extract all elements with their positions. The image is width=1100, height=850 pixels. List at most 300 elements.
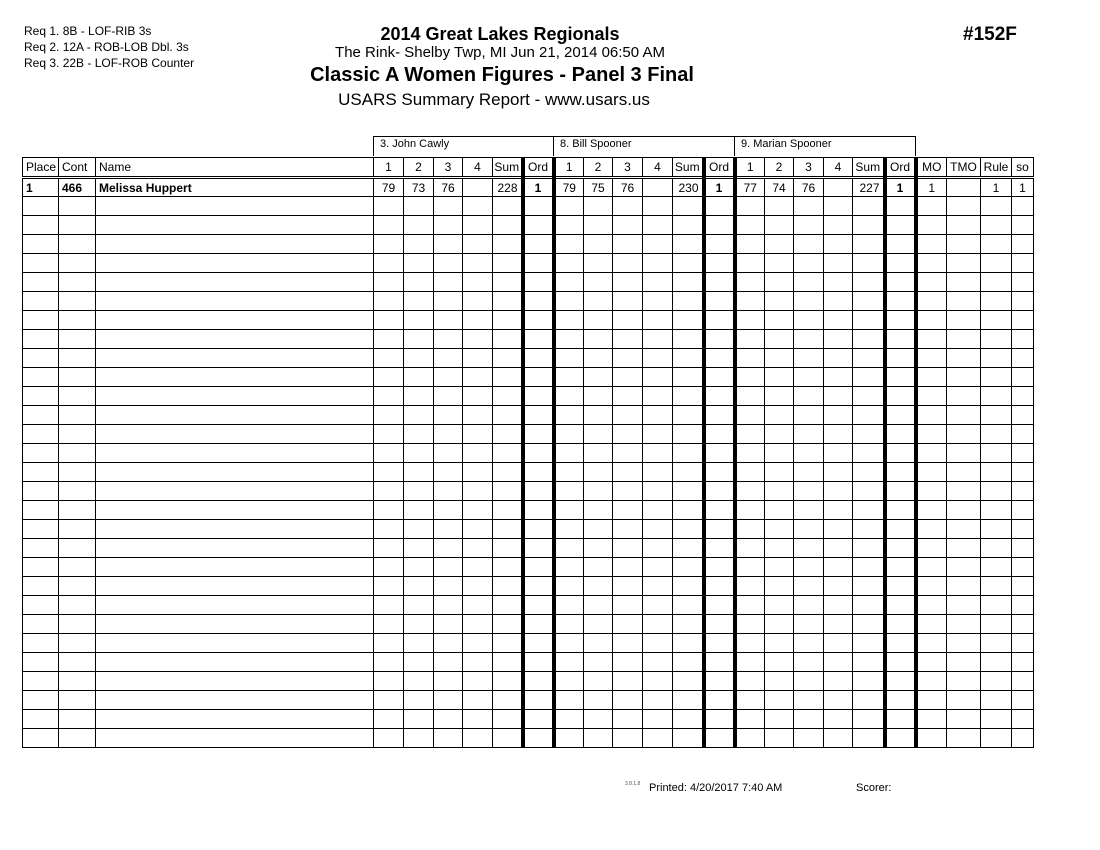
empty-cell	[765, 330, 794, 349]
empty-cell	[916, 254, 947, 273]
empty-cell	[23, 520, 59, 539]
table-row-empty	[23, 729, 1034, 748]
empty-cell	[1012, 254, 1034, 273]
empty-cell	[981, 425, 1012, 444]
empty-cell	[735, 463, 765, 482]
empty-cell	[554, 520, 584, 539]
empty-cell	[554, 349, 584, 368]
empty-cell	[463, 539, 493, 558]
empty-cell	[916, 558, 947, 577]
empty-cell	[23, 539, 59, 558]
empty-cell	[584, 520, 613, 539]
empty-cell	[765, 615, 794, 634]
empty-cell	[673, 406, 704, 425]
empty-cell	[643, 501, 673, 520]
empty-cell	[673, 311, 704, 330]
empty-cell	[554, 577, 584, 596]
empty-cell	[947, 634, 981, 653]
empty-cell	[704, 482, 735, 501]
empty-cell	[1012, 558, 1034, 577]
empty-cell	[23, 558, 59, 577]
empty-cell	[374, 596, 404, 615]
empty-cell	[584, 615, 613, 634]
empty-cell	[613, 273, 643, 292]
judge-header-3: 9. Marian Spooner	[734, 136, 916, 156]
empty-cell	[434, 501, 463, 520]
empty-cell	[916, 235, 947, 254]
empty-cell	[493, 634, 523, 653]
empty-cell	[96, 292, 374, 311]
j2-score-3: 76	[613, 178, 643, 197]
empty-cell	[735, 653, 765, 672]
empty-cell	[794, 273, 824, 292]
empty-cell	[23, 387, 59, 406]
j3-score-1: 77	[735, 178, 765, 197]
empty-cell	[947, 539, 981, 558]
empty-cell	[96, 672, 374, 691]
scorer-label: Scorer:	[856, 782, 892, 794]
table-row-empty	[23, 672, 1034, 691]
empty-cell	[981, 197, 1012, 216]
empty-cell	[463, 691, 493, 710]
empty-cell	[404, 653, 434, 672]
empty-cell	[523, 311, 554, 330]
empty-cell	[613, 615, 643, 634]
empty-cell	[554, 482, 584, 501]
empty-cell	[434, 482, 463, 501]
empty-cell	[23, 197, 59, 216]
empty-cell	[885, 558, 916, 577]
empty-cell	[523, 349, 554, 368]
empty-cell	[613, 539, 643, 558]
empty-cell	[404, 330, 434, 349]
empty-cell	[704, 368, 735, 387]
empty-cell	[1012, 292, 1034, 311]
empty-cell	[613, 691, 643, 710]
empty-cell	[981, 672, 1012, 691]
empty-cell	[59, 330, 96, 349]
empty-cell	[59, 501, 96, 520]
empty-cell	[916, 444, 947, 463]
empty-cell	[947, 311, 981, 330]
empty-cell	[463, 444, 493, 463]
empty-cell	[23, 729, 59, 748]
empty-cell	[704, 710, 735, 729]
empty-cell	[23, 634, 59, 653]
col-header-name: Name	[96, 158, 374, 178]
empty-cell	[885, 216, 916, 235]
empty-cell	[404, 596, 434, 615]
col-header-tmo: TMO	[947, 158, 981, 178]
empty-cell	[765, 577, 794, 596]
j2-col-ord: Ord	[704, 158, 735, 178]
empty-cell	[885, 729, 916, 748]
empty-cell	[824, 406, 853, 425]
empty-cell	[916, 672, 947, 691]
empty-cell	[523, 596, 554, 615]
empty-cell	[554, 596, 584, 615]
empty-cell	[96, 444, 374, 463]
empty-cell	[853, 235, 885, 254]
empty-cell	[765, 672, 794, 691]
empty-cell	[643, 482, 673, 501]
empty-cell	[981, 273, 1012, 292]
empty-cell	[643, 273, 673, 292]
empty-cell	[463, 482, 493, 501]
empty-cell	[981, 254, 1012, 273]
empty-cell	[59, 482, 96, 501]
empty-cell	[735, 596, 765, 615]
j2-score-2: 75	[584, 178, 613, 197]
empty-cell	[673, 672, 704, 691]
empty-cell	[643, 672, 673, 691]
empty-cell	[673, 368, 704, 387]
empty-cell	[584, 501, 613, 520]
empty-cell	[584, 577, 613, 596]
empty-cell	[794, 691, 824, 710]
empty-cell	[824, 653, 853, 672]
table-row-empty	[23, 596, 1034, 615]
empty-cell	[824, 634, 853, 653]
empty-cell	[794, 501, 824, 520]
empty-cell	[735, 729, 765, 748]
empty-cell	[463, 368, 493, 387]
empty-cell	[643, 463, 673, 482]
empty-cell	[463, 387, 493, 406]
empty-cell	[824, 558, 853, 577]
empty-cell	[96, 615, 374, 634]
empty-cell	[704, 254, 735, 273]
empty-cell	[981, 596, 1012, 615]
j3-score-3: 76	[794, 178, 824, 197]
empty-cell	[493, 482, 523, 501]
empty-cell	[1012, 273, 1034, 292]
empty-cell	[673, 482, 704, 501]
empty-cell	[1012, 197, 1034, 216]
empty-cell	[824, 311, 853, 330]
empty-cell	[981, 216, 1012, 235]
empty-cell	[885, 349, 916, 368]
empty-cell	[735, 444, 765, 463]
empty-cell	[735, 577, 765, 596]
empty-cell	[59, 672, 96, 691]
empty-cell	[643, 254, 673, 273]
empty-cell	[613, 520, 643, 539]
empty-cell	[794, 254, 824, 273]
empty-cell	[794, 710, 824, 729]
empty-cell	[916, 349, 947, 368]
empty-cell	[463, 501, 493, 520]
empty-cell	[916, 406, 947, 425]
empty-cell	[493, 577, 523, 596]
empty-cell	[704, 463, 735, 482]
empty-cell	[735, 520, 765, 539]
empty-cell	[404, 235, 434, 254]
empty-cell	[374, 235, 404, 254]
empty-cell	[374, 444, 404, 463]
empty-cell	[434, 577, 463, 596]
j2-col-2: 2	[584, 158, 613, 178]
empty-cell	[673, 596, 704, 615]
empty-cell	[765, 710, 794, 729]
empty-cell	[947, 482, 981, 501]
empty-cell	[853, 273, 885, 292]
empty-cell	[554, 501, 584, 520]
empty-cell	[404, 615, 434, 634]
empty-cell	[493, 406, 523, 425]
empty-cell	[584, 330, 613, 349]
empty-cell	[374, 254, 404, 273]
empty-cell	[853, 216, 885, 235]
empty-cell	[853, 444, 885, 463]
empty-cell	[981, 691, 1012, 710]
empty-cell	[1012, 444, 1034, 463]
empty-cell	[853, 406, 885, 425]
empty-cell	[23, 710, 59, 729]
table-row-empty	[23, 406, 1034, 425]
empty-cell	[96, 406, 374, 425]
empty-cell	[613, 254, 643, 273]
empty-cell	[673, 729, 704, 748]
empty-cell	[1012, 387, 1034, 406]
empty-cell	[493, 330, 523, 349]
empty-cell	[554, 729, 584, 748]
empty-cell	[885, 330, 916, 349]
empty-cell	[794, 672, 824, 691]
empty-cell	[434, 444, 463, 463]
empty-cell	[916, 387, 947, 406]
empty-cell	[554, 691, 584, 710]
empty-cell	[643, 539, 673, 558]
empty-cell	[916, 596, 947, 615]
empty-cell	[885, 615, 916, 634]
empty-cell	[493, 235, 523, 254]
empty-cell	[59, 273, 96, 292]
empty-cell	[613, 330, 643, 349]
empty-cell	[853, 672, 885, 691]
requirement-3: Req 3. 22B - LOF-ROB Counter	[24, 56, 195, 70]
empty-cell	[493, 387, 523, 406]
empty-cell	[885, 463, 916, 482]
empty-cell	[853, 596, 885, 615]
empty-cell	[824, 672, 853, 691]
empty-cell	[613, 235, 643, 254]
empty-cell	[643, 425, 673, 444]
empty-cell	[434, 406, 463, 425]
empty-cell	[794, 729, 824, 748]
empty-cell	[947, 254, 981, 273]
empty-cell	[23, 501, 59, 520]
empty-cell	[735, 254, 765, 273]
empty-cell	[765, 634, 794, 653]
empty-cell	[765, 311, 794, 330]
empty-cell	[885, 634, 916, 653]
empty-cell	[794, 615, 824, 634]
empty-cell	[643, 520, 673, 539]
table-row-empty	[23, 425, 1034, 444]
table-row-empty	[23, 330, 1034, 349]
j3-col-1: 1	[735, 158, 765, 178]
empty-cell	[794, 368, 824, 387]
empty-cell	[613, 197, 643, 216]
judge-header-1: 3. John Cawly	[373, 136, 554, 156]
empty-cell	[523, 406, 554, 425]
empty-cell	[554, 387, 584, 406]
empty-cell	[584, 463, 613, 482]
empty-cell	[885, 444, 916, 463]
empty-cell	[824, 387, 853, 406]
table-row-empty	[23, 710, 1034, 729]
empty-cell	[23, 444, 59, 463]
empty-cell	[523, 330, 554, 349]
empty-cell	[765, 501, 794, 520]
j3-col-3: 3	[794, 158, 824, 178]
empty-cell	[1012, 216, 1034, 235]
empty-cell	[643, 292, 673, 311]
j2-score-1: 79	[554, 178, 584, 197]
empty-cell	[824, 710, 853, 729]
empty-cell	[1012, 406, 1034, 425]
j1-col-sum: Sum	[493, 158, 523, 178]
empty-cell	[673, 292, 704, 311]
empty-cell	[493, 501, 523, 520]
empty-cell	[463, 330, 493, 349]
empty-cell	[404, 368, 434, 387]
empty-cell	[96, 273, 374, 292]
empty-cell	[523, 710, 554, 729]
empty-cell	[885, 235, 916, 254]
empty-cell	[824, 482, 853, 501]
empty-cell	[704, 425, 735, 444]
empty-cell	[673, 577, 704, 596]
empty-cell	[981, 558, 1012, 577]
empty-cell	[23, 596, 59, 615]
empty-cell	[493, 691, 523, 710]
empty-cell	[673, 615, 704, 634]
empty-cell	[794, 406, 824, 425]
empty-cell	[613, 311, 643, 330]
empty-cell	[735, 539, 765, 558]
empty-cell	[493, 729, 523, 748]
empty-cell	[853, 501, 885, 520]
empty-cell	[704, 729, 735, 748]
empty-cell	[824, 235, 853, 254]
empty-cell	[404, 406, 434, 425]
empty-cell	[824, 330, 853, 349]
mo-cell: 1	[916, 178, 947, 197]
empty-cell	[434, 539, 463, 558]
empty-cell	[885, 425, 916, 444]
empty-cell	[374, 539, 404, 558]
j2-sum: 230	[673, 178, 704, 197]
empty-cell	[794, 349, 824, 368]
empty-cell	[59, 596, 96, 615]
empty-cell	[374, 273, 404, 292]
name-cell: Melissa Huppert	[96, 178, 374, 197]
table-row-empty	[23, 444, 1034, 463]
empty-cell	[643, 387, 673, 406]
empty-cell	[96, 501, 374, 520]
empty-cell	[947, 463, 981, 482]
empty-cell	[493, 710, 523, 729]
empty-cell	[824, 349, 853, 368]
j1-col-1: 1	[374, 158, 404, 178]
empty-cell	[463, 463, 493, 482]
event-code: #152F	[963, 24, 1017, 45]
empty-cell	[584, 672, 613, 691]
empty-cell	[434, 387, 463, 406]
empty-cell	[916, 273, 947, 292]
empty-cell	[916, 463, 947, 482]
empty-cell	[885, 672, 916, 691]
empty-cell	[885, 292, 916, 311]
empty-cell	[23, 311, 59, 330]
empty-cell	[96, 368, 374, 387]
empty-cell	[96, 349, 374, 368]
empty-cell	[765, 387, 794, 406]
empty-cell	[463, 634, 493, 653]
software-version: 3.8.1.8	[625, 781, 641, 787]
empty-cell	[59, 292, 96, 311]
empty-cell	[765, 406, 794, 425]
empty-cell	[584, 387, 613, 406]
empty-cell	[643, 691, 673, 710]
empty-cell	[765, 482, 794, 501]
empty-cell	[523, 729, 554, 748]
empty-cell	[981, 653, 1012, 672]
empty-cell	[765, 349, 794, 368]
empty-cell	[824, 254, 853, 273]
so-cell: 1	[1012, 178, 1034, 197]
empty-cell	[584, 254, 613, 273]
empty-cell	[885, 710, 916, 729]
empty-cell	[947, 349, 981, 368]
empty-cell	[794, 634, 824, 653]
empty-cell	[523, 368, 554, 387]
empty-cell	[704, 615, 735, 634]
empty-cell	[613, 425, 643, 444]
empty-cell	[824, 273, 853, 292]
cont-cell: 466	[59, 178, 96, 197]
empty-cell	[584, 596, 613, 615]
empty-cell	[463, 311, 493, 330]
empty-cell	[1012, 634, 1034, 653]
empty-cell	[916, 330, 947, 349]
results-table	[22, 157, 1034, 748]
empty-cell	[794, 653, 824, 672]
empty-cell	[434, 425, 463, 444]
empty-cell	[404, 197, 434, 216]
empty-cell	[947, 197, 981, 216]
empty-cell	[704, 558, 735, 577]
empty-cell	[643, 406, 673, 425]
empty-cell	[947, 235, 981, 254]
empty-cell	[794, 216, 824, 235]
empty-cell	[374, 292, 404, 311]
j3-sum: 227	[853, 178, 885, 197]
empty-cell	[704, 653, 735, 672]
empty-cell	[584, 482, 613, 501]
empty-cell	[735, 292, 765, 311]
empty-cell	[765, 216, 794, 235]
empty-cell	[96, 387, 374, 406]
empty-cell	[885, 653, 916, 672]
empty-cell	[523, 425, 554, 444]
empty-cell	[765, 273, 794, 292]
empty-cell	[704, 691, 735, 710]
empty-cell	[643, 710, 673, 729]
empty-cell	[96, 520, 374, 539]
